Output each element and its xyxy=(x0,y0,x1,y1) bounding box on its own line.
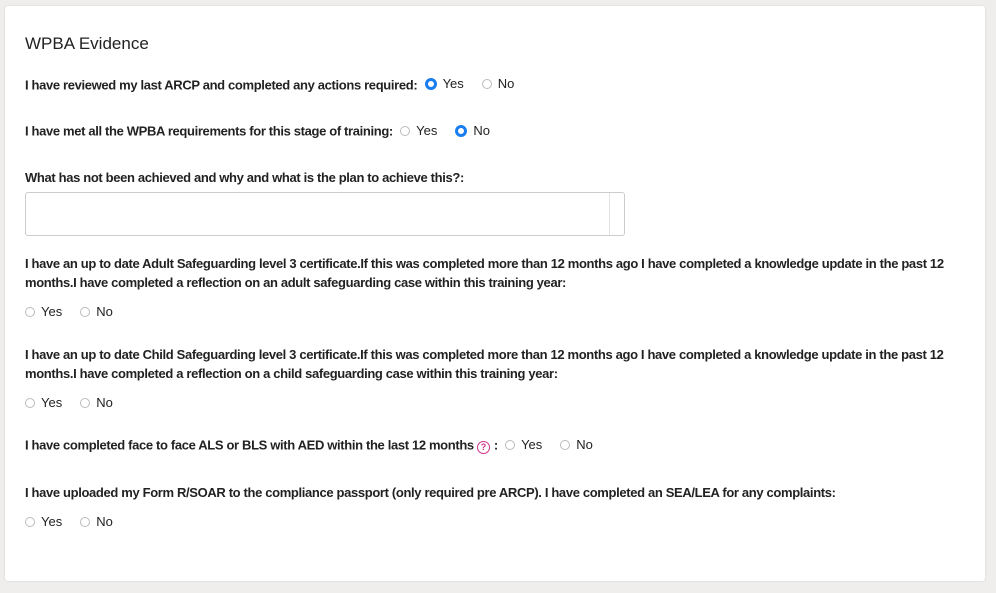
question-plan-label: What has not been achieved and why and what is the plan to achieve this?: xyxy=(25,170,464,185)
radio-selected[interactable] xyxy=(455,125,467,137)
radio-unselected[interactable] xyxy=(505,440,515,450)
radio-unselected[interactable] xyxy=(80,398,90,408)
option-label: No xyxy=(473,123,491,138)
option-label: Yes xyxy=(521,437,543,452)
option-label: Yes xyxy=(442,76,464,91)
option-label: No xyxy=(576,437,593,452)
question-arcp-reviewed xyxy=(25,74,960,95)
question-label: I have met all the WPBA requirements for this stage of training: xyxy=(25,123,393,139)
radio-yes[interactable] xyxy=(25,514,62,529)
option-label: No xyxy=(96,395,113,410)
radio-no[interactable] xyxy=(560,435,593,454)
radio-selected[interactable] xyxy=(425,78,437,90)
radio-unselected[interactable] xyxy=(80,517,90,527)
radio-unselected[interactable] xyxy=(25,398,35,408)
textarea-scrollbar[interactable] xyxy=(609,193,624,235)
radio-unselected[interactable] xyxy=(560,440,570,450)
adult-safeguarding-options xyxy=(25,304,131,319)
question-child-safeguarding: I have an up to date Child Safeguarding level 3 certificate.If this was completed more than 12 months ago I have completed a knowledge update in the past 12 months.I have completed a reflection on a child safeguarding case within this training year: xyxy=(25,347,944,381)
radio-no[interactable] xyxy=(482,74,515,93)
child-safeguarding-options xyxy=(25,395,131,410)
radio-unselected[interactable] xyxy=(80,307,90,317)
radio-unselected[interactable] xyxy=(400,126,410,136)
wpba-evidence-card xyxy=(5,6,985,581)
radio-yes[interactable] xyxy=(505,435,542,454)
section-title: WPBA Evidence xyxy=(25,34,149,53)
radio-unselected[interactable] xyxy=(482,79,492,89)
option-label: Yes xyxy=(41,304,63,319)
radio-yes[interactable] xyxy=(400,121,437,140)
form-r-options xyxy=(25,514,131,529)
radio-no[interactable] xyxy=(80,514,113,529)
question-als-bls xyxy=(25,435,960,455)
radio-unselected[interactable] xyxy=(25,307,35,317)
radio-yes[interactable] xyxy=(425,74,464,93)
radio-no[interactable] xyxy=(80,395,113,410)
question-wpba-met xyxy=(25,121,960,141)
option-label: Yes xyxy=(41,395,63,410)
help-icon[interactable]: ? xyxy=(477,441,490,454)
option-label: No xyxy=(497,76,515,91)
question-form-r: I have uploaded my Form R/SOAR to the compliance passport (only required pre ARCP). I have completed an SEA/LEA for any complaints: xyxy=(25,485,836,500)
question-label: I have completed face to face ALS or BLS with AED within the last 12 months xyxy=(25,437,474,453)
radio-yes[interactable] xyxy=(25,395,62,410)
question-label: I have reviewed my last ARCP and completed any actions required: xyxy=(25,77,418,93)
radio-unselected[interactable] xyxy=(25,517,35,527)
radio-no[interactable] xyxy=(455,121,490,140)
radio-yes[interactable] xyxy=(25,304,62,319)
radio-no[interactable] xyxy=(80,304,113,319)
option-label: No xyxy=(96,304,113,319)
option-label: Yes xyxy=(41,514,63,529)
option-label: No xyxy=(96,514,113,529)
colon: : xyxy=(493,437,498,453)
question-adult-safeguarding: I have an up to date Adult Safeguarding level 3 certificate.If this was completed more than 12 months ago I have completed a knowledge update in the past 12 months.I have completed a reflection on an adult safeguarding case within this training year: xyxy=(25,256,944,290)
plan-textarea[interactable] xyxy=(25,192,625,236)
option-label: Yes xyxy=(416,123,438,138)
